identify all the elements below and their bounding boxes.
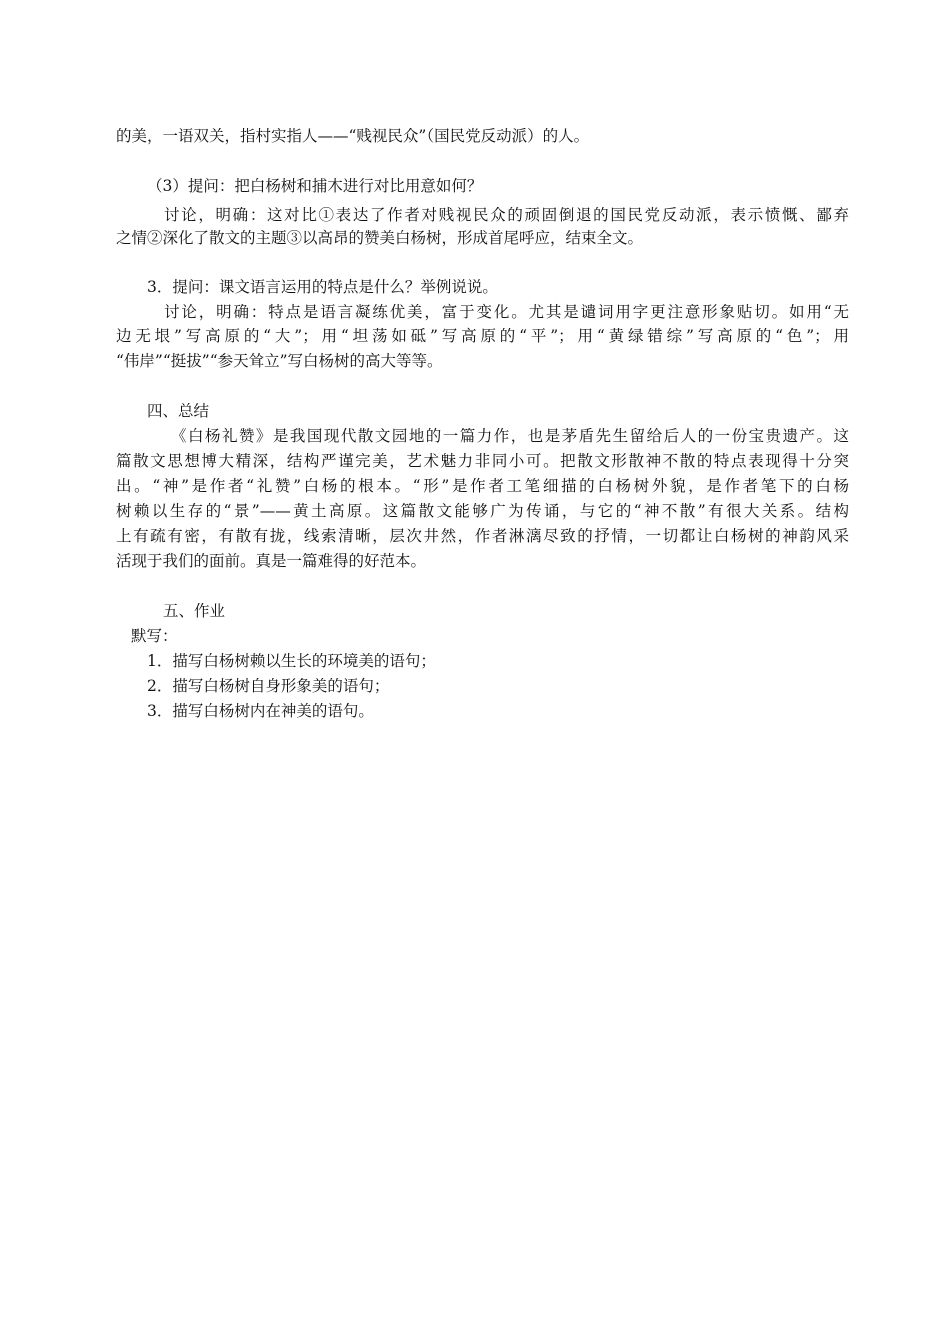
summary-heading: 四、总结 <box>147 402 210 420</box>
q3-answer-line: 讨论，明确：这对比①表达了作者对贱视民众的顽固倒退的国民党反动派，表示愤慨、鄙弃 <box>164 206 849 224</box>
q3-question: （3）提问：把白杨树和捕木进行对比用意如何？ <box>147 177 483 195</box>
summary-line: 篇散文思想博大精深，结构严谨完美，艺术魅力非同小可。把散文形散神不散的特点表现得十分突 <box>116 452 849 470</box>
homework-item: 2．描写白杨树自身形象美的语句； <box>147 677 390 695</box>
item3-answer-line: “伟岸”“挺拔”“参天耸立”写白杨树的高大等等。 <box>116 352 443 370</box>
summary-line: 活现于我们的面前。真是一篇难得的好范本。 <box>116 552 427 570</box>
homework-item: 3．描写白杨树内在神美的语句。 <box>147 702 374 720</box>
item3-question: 3．提问：课文语言运用的特点是什么？举例说说。 <box>147 278 498 296</box>
summary-line: 上有疏有密，有散有拢，线索清晰，层次井然，作者淋漓尽致的抒情，一切都让白杨树的神韵风采 <box>116 527 849 545</box>
homework-heading: 五、作业 <box>163 602 226 620</box>
summary-line: 出。“神”是作者“礼赞”白杨的根本。“形”是作者工笔细描的白杨树外貌，是作者笔下的白杨 <box>116 477 849 495</box>
continuation-line: 的美，一语双关，指村实指人——“贱视民众”（国民党反动派）的人。 <box>116 127 590 145</box>
homework-intro: 默写： <box>131 627 178 645</box>
item3-answer-line: 讨论，明确：特点是语言凝练优美，富于变化。尤其是谴词用字更注意形象贴切。如用“无 <box>164 303 849 321</box>
item3-answer-line: 边无垠”写高原的“大”；用“坦荡如砥”写高原的“平”；用“黄绿错综”写高原的“色”；用 <box>116 327 849 345</box>
summary-line: 《白杨礼赞》是我国现代散文园地的一篇力作，也是茅盾先生留给后人的一份宝贵遗产。这 <box>171 427 849 445</box>
homework-item: 1．描写白杨树赖以生长的环境美的语句； <box>147 652 436 670</box>
q3-answer-line: 之情②深化了散文的主题③以高昂的赞美白杨树，形成首尾呼应，结束全文。 <box>116 229 644 247</box>
summary-line: 树赖以生存的“景”——黄土高原。这篇散文能够广为传诵，与它的“神不散”有很大关系。结构 <box>116 502 849 520</box>
